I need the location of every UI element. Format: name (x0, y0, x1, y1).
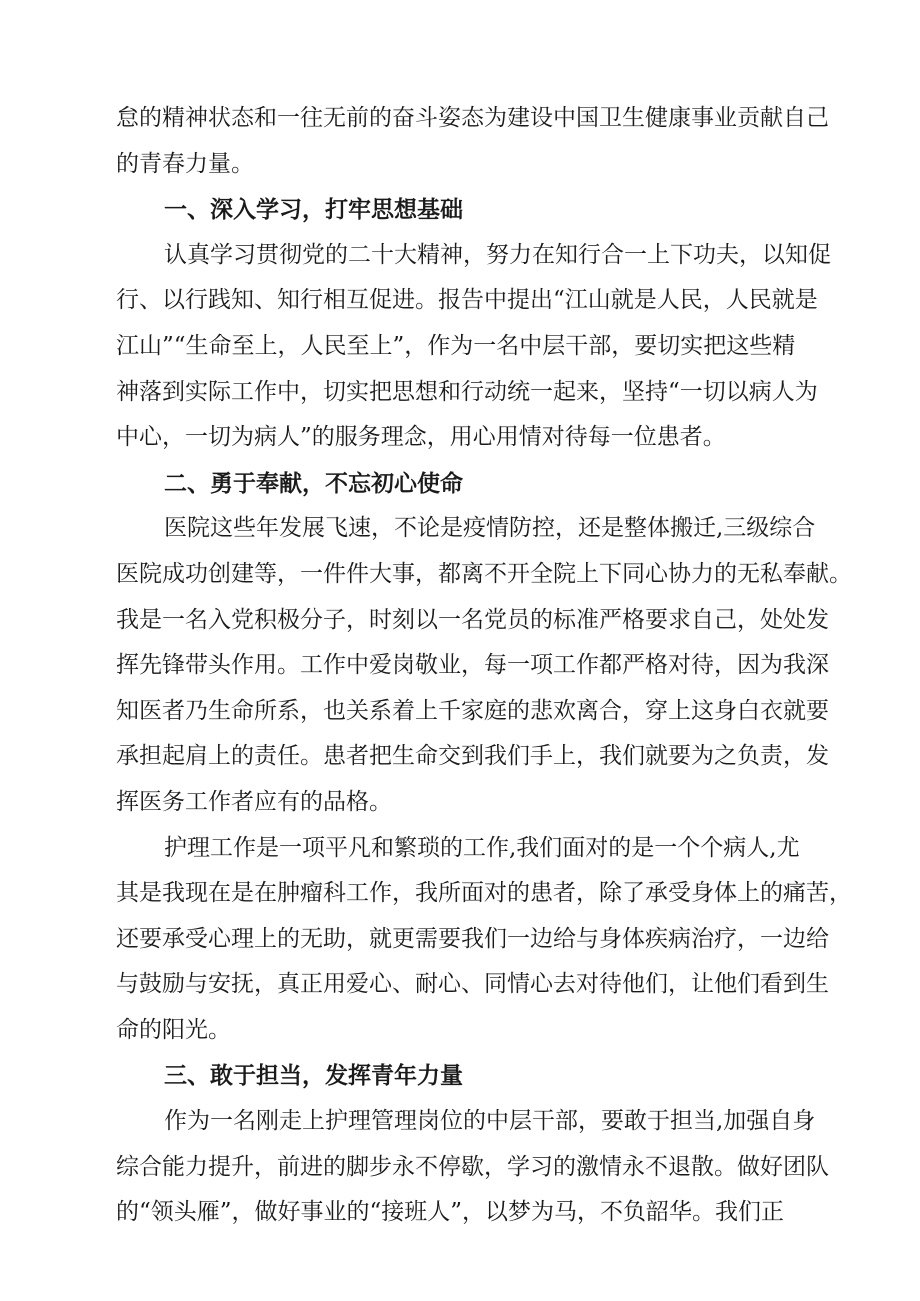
text-line: 认真学习贯彻党的二十大精神，努力在知行合一上下功夫，以知促 (164, 241, 831, 268)
text-line: 的青春力量。 (116, 150, 254, 177)
text-line: 江山”“生命至上，人民至上”，作为一名中层干部，要切实把这些精 (116, 332, 796, 359)
text-line: 挥医务工作者应有的品格。 (116, 788, 392, 815)
section-heading: 三、敢于担当，发挥青年力量 (164, 1062, 463, 1090)
text-line: 综合能力提升，前进的脚步永不停歇，学习的激情永不退散。做好团队 (116, 1153, 829, 1180)
text-line: 神落到实际工作中，切实把思想和行动统一起来，坚持“一切以病人为 (116, 378, 818, 405)
text-line: 护理工作是一项平凡和繁琐的工作,我们面对的是一个个病人,尤 (164, 834, 800, 861)
text-line: 中心，一切为病人”的服务理念，用心用情对待每一位患者。 (116, 424, 726, 451)
text-line: 医院成功创建等，一件件大事，都离不开全院上下同心协力的无私奉献。 (116, 560, 852, 587)
text-line: 医院这些年发展飞速，不论是疫情防控，还是整体搬迁,三级综合 (164, 515, 816, 542)
text-line: 承担起肩上的责任。患者把生命交到我们手上，我们就要为之负责，发 (116, 743, 829, 770)
text-line: 怠的精神状态和一往无前的奋斗姿态为建设中国卫生健康事业贡献自己 (116, 105, 829, 131)
text-line: 我是一名入党积极分子，时刻以一名党员的标准严格要求自己，处处发 (116, 606, 829, 633)
section-heading: 一、深入学习，打牢思想基础 (164, 196, 463, 224)
text-line: 作为一名刚走上护理管理岗位的中层干部，要敢于担当,加强自身 (164, 1108, 816, 1135)
text-line: 的“领头雁”，做好事业的“接班人”，以梦为马，不负韶华。我们正 (116, 1199, 785, 1226)
text-line: 与鼓励与安抚，真正用爱心、耐心、同情心去对待他们，让他们看到生 (116, 971, 829, 998)
text-line: 命的阳光。 (116, 1016, 231, 1043)
text-line: 挥先锋带头作用。工作中爱岗敬业，每一项工作都严格对待，因为我深 (116, 652, 829, 679)
text-line: 还要承受心理上的无助，就更需要我们一边给与身体疾病治疗，一边给 (116, 925, 829, 952)
section-heading: 二、勇于奉献，不忘初心使命 (164, 469, 463, 497)
text-line: 知医者乃生命所系，也关系着上千家庭的悲欢离合，穿上这身白衣就要 (116, 697, 829, 724)
text-line: 行、以行践知、知行相互促进。报告中提出“江山就是人民，人民就是 (116, 287, 818, 314)
document-body (116, 96, 852, 1236)
text-line: 其是我现在是在肿瘤科工作，我所面对的患者，除了承受身体上的痛苦， (116, 880, 852, 907)
